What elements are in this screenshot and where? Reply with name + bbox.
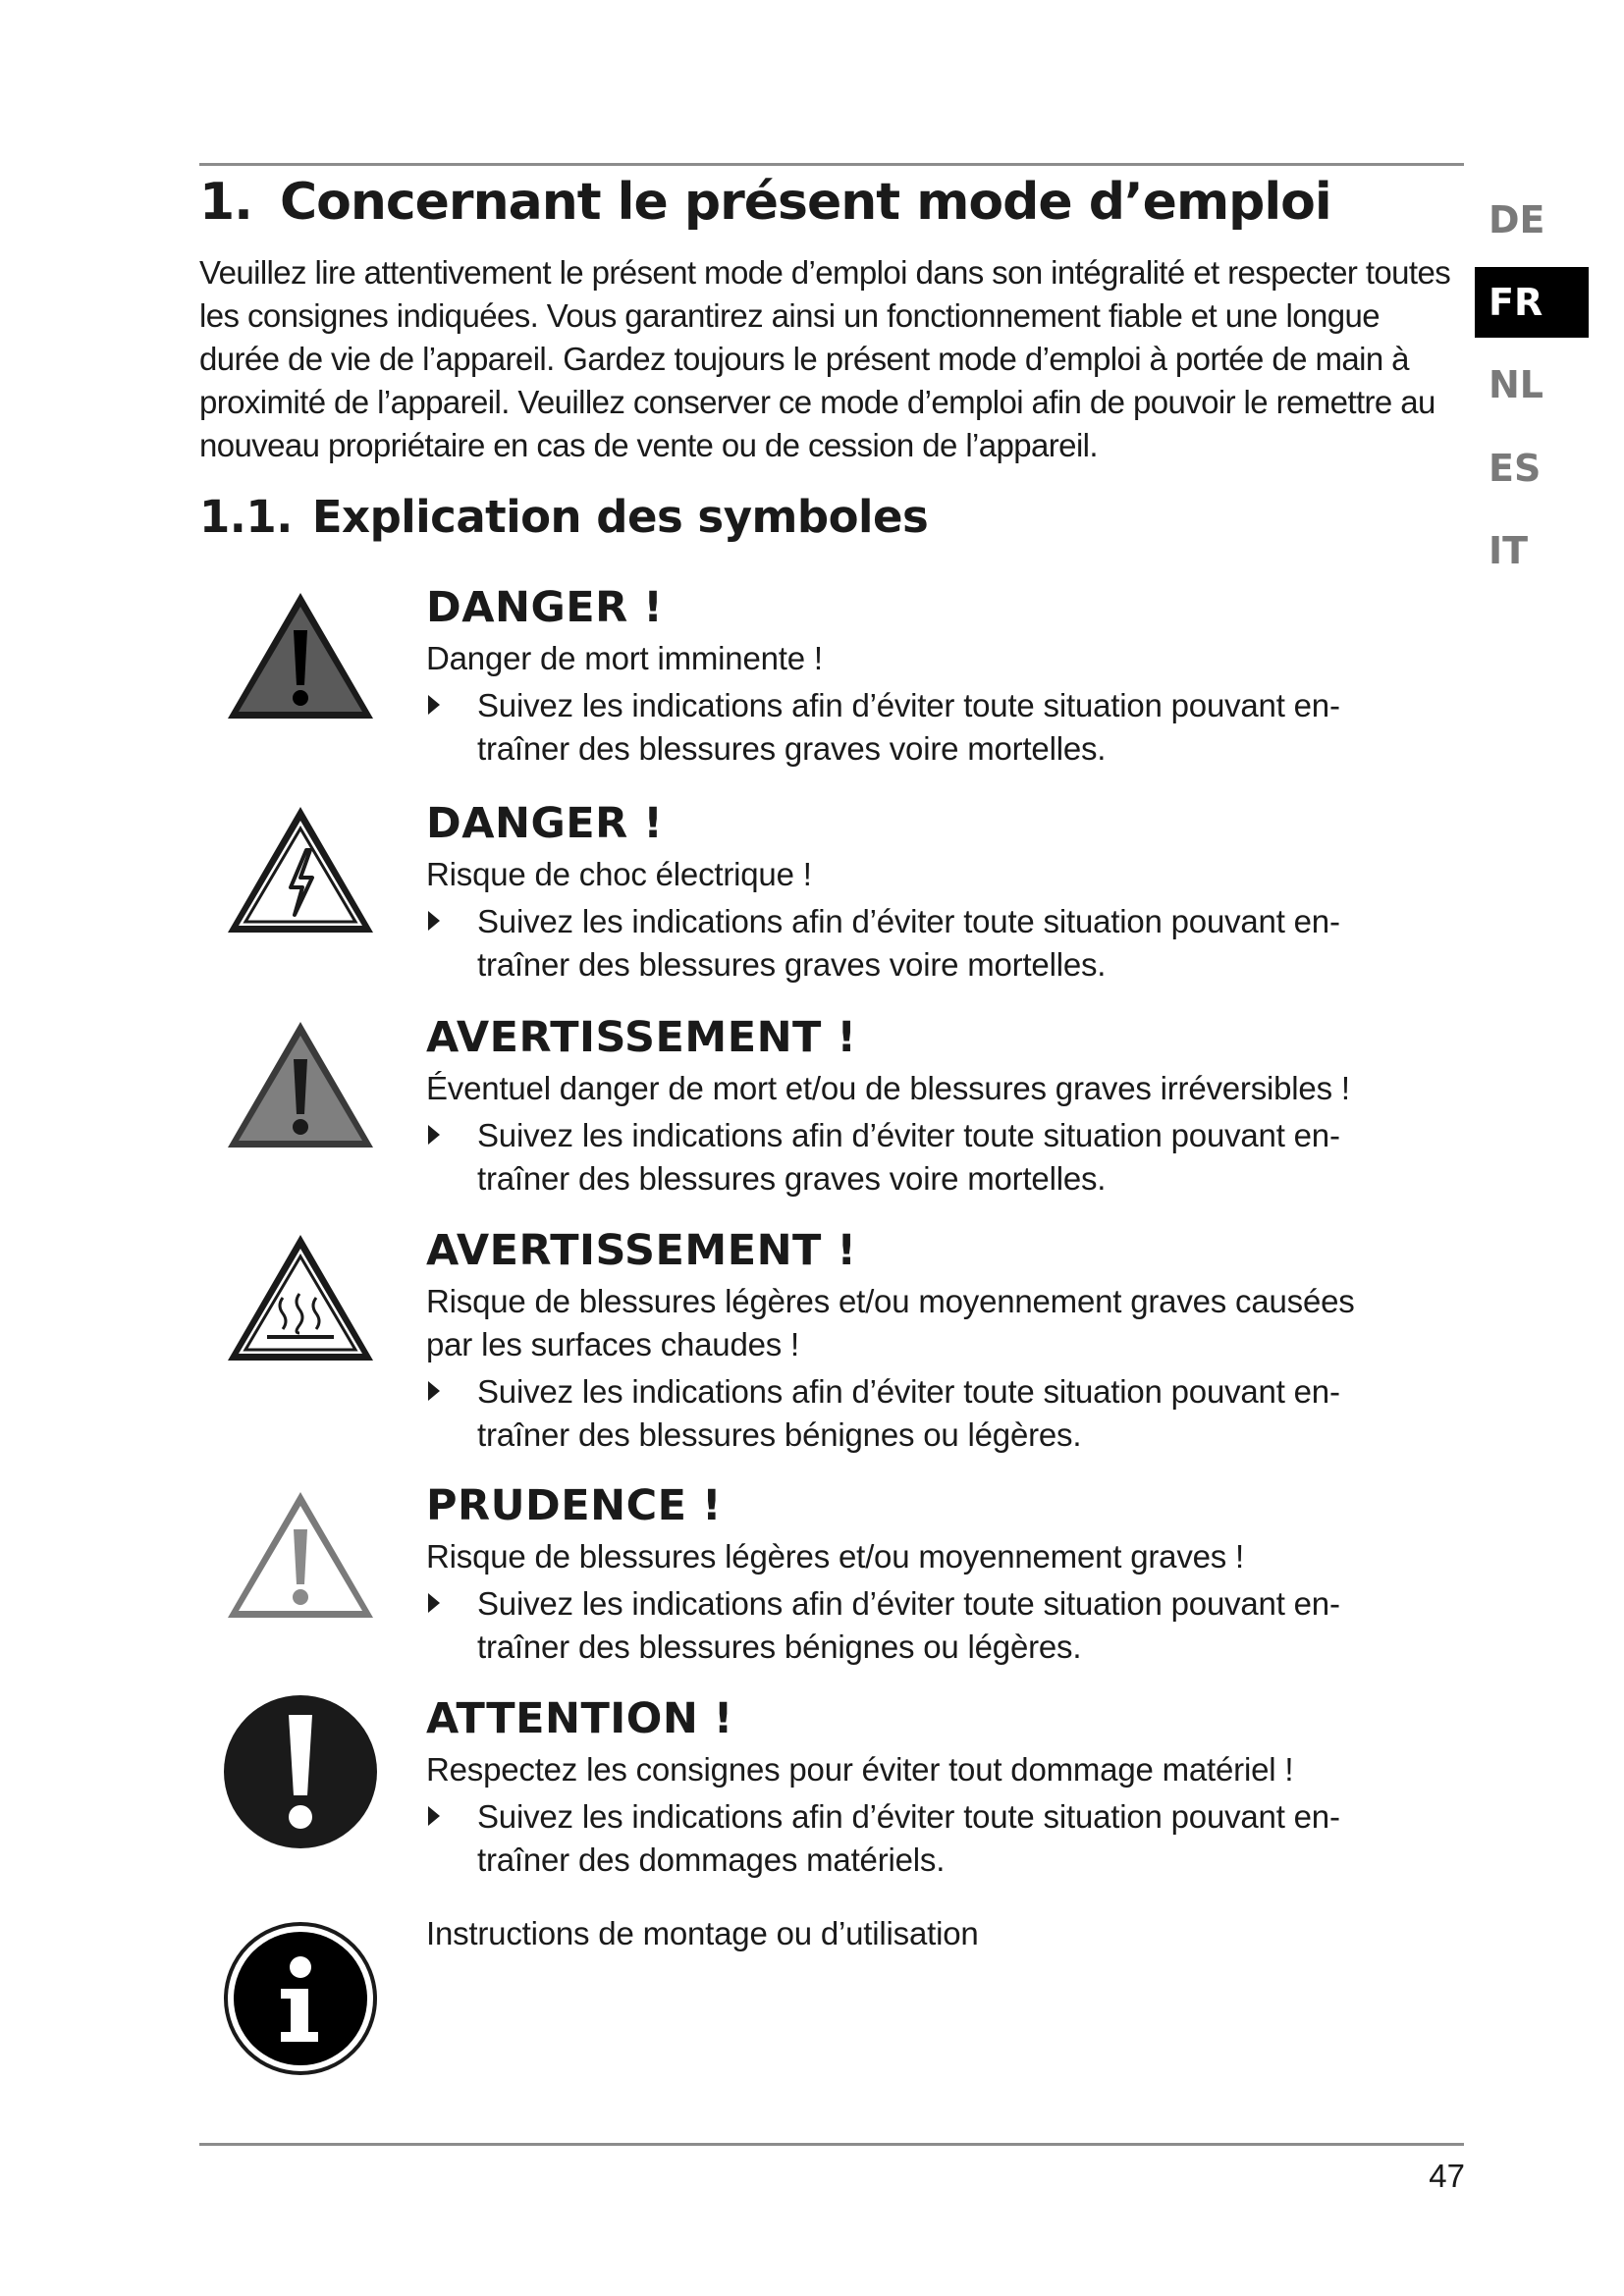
symbol-bullet-text: Suivez les indications afin d’éviter toute situation pouvant en-traîner des blessures graves voire mortelles. xyxy=(477,1117,1340,1197)
symbol-description: Risque de blessures légères et/ou moyennement graves causées par les surfaces chaudes ! xyxy=(426,1283,1355,1362)
electric-shock-triangle-icon xyxy=(222,799,379,956)
page-title xyxy=(199,173,1331,232)
symbol-description: Danger de mort imminente ! xyxy=(426,640,823,676)
symbol-danger-block xyxy=(426,580,1467,771)
symbol-description: Éventuel danger de mort et/ou de blessures graves irréversibles ! xyxy=(426,1070,1350,1106)
symbol-caution-block xyxy=(426,1478,1467,1669)
section-title-number: 1.1. xyxy=(199,491,293,543)
symbol-hot-surface-block xyxy=(426,1223,1467,1457)
bullet-arrow-icon xyxy=(428,1806,440,1826)
symbol-description: Respectez les consignes pour éviter tout dommage matériel ! xyxy=(426,1751,1294,1788)
symbol-title: AVERTISSEMENT ! xyxy=(426,1226,857,1275)
symbol-description: Risque de choc électrique ! xyxy=(426,856,812,892)
symbol-bullet-text: Suivez les indications afin d’éviter toute situation pouvant en-traîner des blessures graves voire mortelles. xyxy=(477,903,1340,983)
symbol-title: PRUDENCE ! xyxy=(426,1481,723,1530)
bullet-arrow-icon xyxy=(428,1381,440,1401)
bullet-arrow-icon xyxy=(428,695,440,715)
lang-tab-es[interactable]: ES xyxy=(1489,447,1542,490)
top-divider xyxy=(199,163,1464,166)
attention-exclamation-circle-icon xyxy=(222,1693,379,1850)
caution-exclamation-triangle-icon xyxy=(222,1484,379,1641)
bottom-divider xyxy=(199,2143,1464,2146)
intro-paragraph: Veuillez lire attentivement le présent mode d’emploi dans son intégralité et respecter toutes les consignes indiquées. Vous garantirez ainsi un fonctionnement fiable et une longue durée de vie de l’appareil. Gardez toujours le présent mode d’emploi à portée de main à proximité de l’appareil. Veuillez conserver ce mode d’emploi afin de pouvoir le remettre au nouveau propriétaire en cas de vente ou de cession de l’appareil. xyxy=(199,254,1451,463)
lang-tab-nl[interactable]: NL xyxy=(1489,363,1544,406)
section-title xyxy=(199,491,928,543)
bullet-arrow-icon xyxy=(428,911,440,931)
page-number: 47 xyxy=(1429,2158,1465,2194)
symbol-bullet-text: Suivez les indications afin d’éviter toute situation pouvant en-traîner des blessures graves voire mortelles. xyxy=(477,687,1340,767)
warning-exclamation-triangle-icon xyxy=(222,1014,379,1171)
symbol-bullet xyxy=(426,1795,1420,1882)
section-title-text: Explication des symboles xyxy=(311,491,929,543)
bullet-arrow-icon xyxy=(428,1593,440,1613)
lang-tab-fr[interactable]: FR xyxy=(1475,267,1589,338)
lang-tab-it[interactable]: IT xyxy=(1489,529,1529,572)
symbol-bullet xyxy=(426,900,1420,987)
symbol-title: ATTENTION ! xyxy=(426,1694,733,1743)
info-circle-icon xyxy=(222,1920,379,2077)
danger-exclamation-triangle-icon xyxy=(222,585,379,742)
symbol-bullet-text: Suivez les indications afin d’éviter toute situation pouvant en-traîner des blessures bénignes ou légères. xyxy=(477,1585,1340,1665)
bullet-arrow-icon xyxy=(428,1125,440,1145)
symbol-description: Instructions de montage ou d’utilisation xyxy=(426,1915,979,1951)
symbol-bullet xyxy=(426,684,1420,771)
symbol-bullet xyxy=(426,1582,1420,1669)
symbol-bullet-text: Suivez les indications afin d’éviter toute situation pouvant en-traîner des dommages matériels. xyxy=(477,1798,1340,1878)
page-title-number: 1. xyxy=(199,173,252,232)
symbol-description: Risque de blessures légères et/ou moyennement graves ! xyxy=(426,1538,1245,1575)
symbol-bullet-text: Suivez les indications afin d’éviter toute situation pouvant en-traîner des blessures bénignes ou légères. xyxy=(477,1373,1340,1453)
page-title-text: Concernant le présent mode d’emploi xyxy=(279,173,1331,232)
symbol-bullet xyxy=(426,1370,1420,1457)
hot-surface-triangle-icon xyxy=(222,1227,379,1384)
symbol-bullet xyxy=(426,1114,1420,1201)
symbol-electric-block xyxy=(426,796,1467,987)
symbol-title: DANGER ! xyxy=(426,799,664,848)
symbol-warning-block xyxy=(426,1010,1467,1201)
symbol-title: AVERTISSEMENT ! xyxy=(426,1013,857,1062)
symbol-title: DANGER ! xyxy=(426,583,664,632)
symbol-attention-block xyxy=(426,1691,1467,1882)
lang-tab-de[interactable]: DE xyxy=(1489,198,1545,241)
symbol-info-block xyxy=(426,1910,1467,1955)
